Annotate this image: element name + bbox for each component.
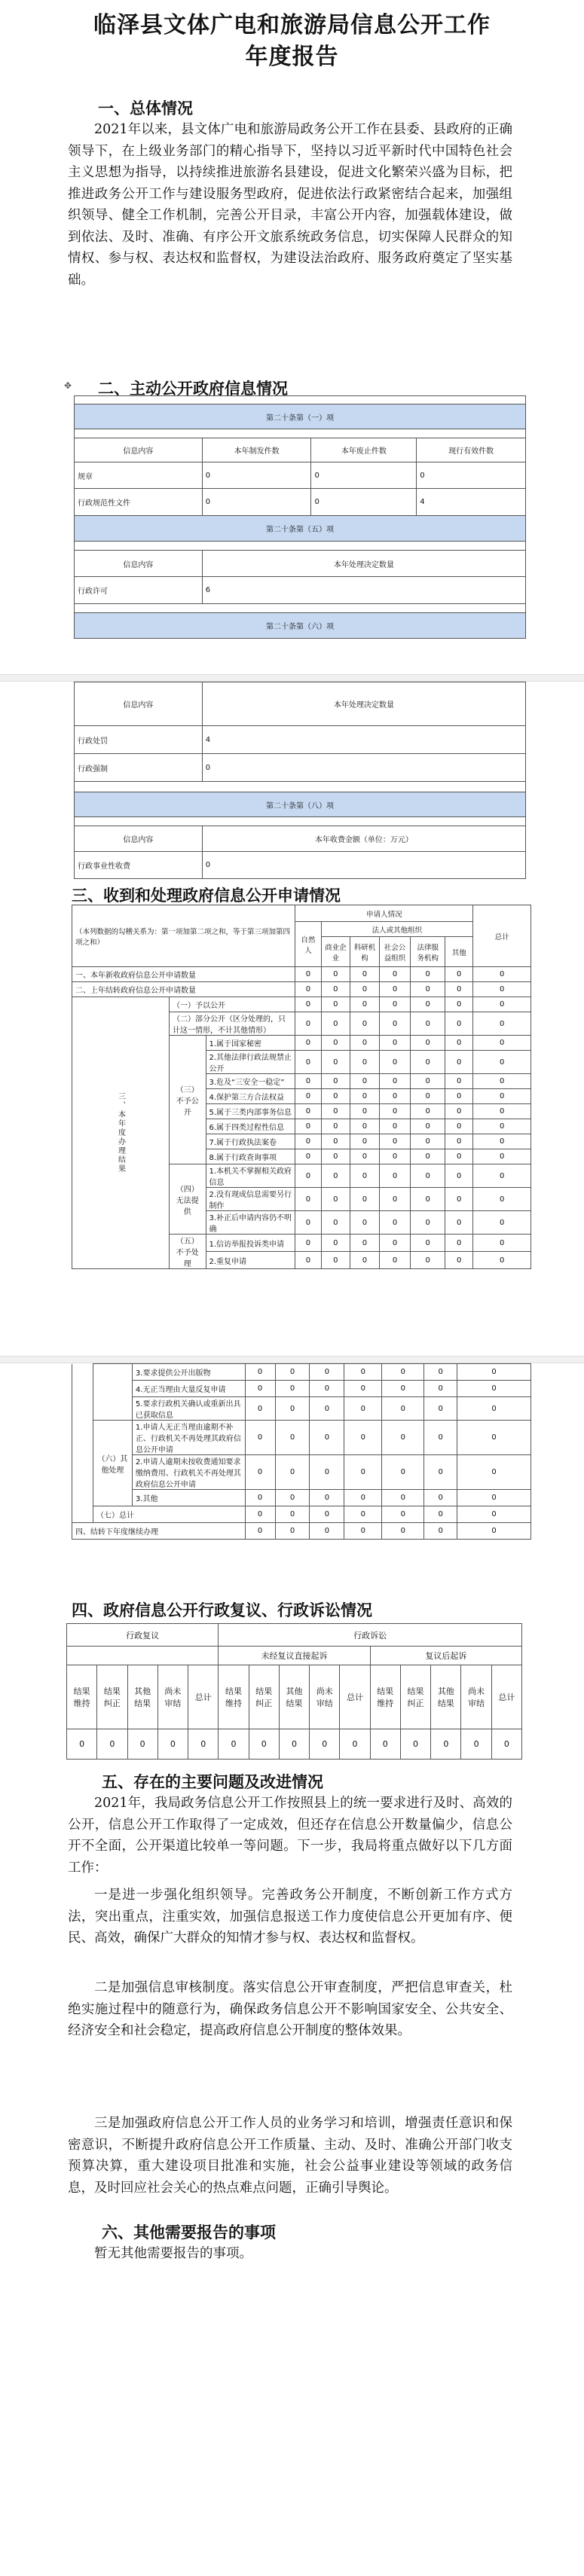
move-handle-icon[interactable]: ✥ bbox=[64, 380, 72, 391]
section-3-heading: 三、收到和处理政府信息公开申请情况 bbox=[72, 886, 341, 905]
active-disclosure-table-part1 bbox=[74, 395, 526, 639]
col-head: 本年处理决定数量 bbox=[202, 682, 525, 726]
col-head: 信息内容 bbox=[75, 826, 203, 852]
table-row: 3.其他 0 0 0 0 0 0 0 bbox=[72, 1490, 531, 1506]
table-row: 行政处罚 4 bbox=[75, 726, 526, 754]
table-row: 5.属于三类内部事务信息 0 0 0 0 0 0 0 bbox=[72, 1104, 531, 1119]
table-row: 二、上年结转政府信息公开申请数量 0 0 0 0 0 0 0 bbox=[72, 982, 531, 997]
report-title-line2: 年度报告 bbox=[245, 44, 339, 70]
section-5-heading: 五、存在的主要问题及改进情况 bbox=[102, 1772, 323, 1791]
table-row: 3.危及“三安全一稳定” 0 0 0 0 0 0 0 bbox=[72, 1074, 531, 1089]
table-row: （五）不予处理 1.信访举报投诉类申请 0 0 0 0 0 0 0 bbox=[72, 1235, 531, 1252]
band-article20-item1: 第二十条第（一）项 bbox=[75, 404, 526, 429]
problems-paragraph-4: 三是加强政府信息公开工作人员的业务学习和培训，增强责任意识和保密意识，不断提升政府信息公开工作质量、主动、及时、准确公开部门收支预算决算，重大建设项目批准和实施，社会公益事业建设等领域的政务信息，及时回应社会关心的热点难点问题，正确引导舆论。 bbox=[68, 2116, 512, 2196]
report-title-line1: 临泽县文体广电和旅游局信息公开工作 bbox=[93, 12, 491, 38]
problems-paragraph-1: 2021年，我局政务信息公开工作按照县上的统一要求进行及时、高效的公开，信息公开工作取得了一定成效，但还存在信息公开数量偏少，信息公开不全面，公开渠道比较单一等问题。下一步，我局将重点做好以下几方面工作： bbox=[68, 1796, 512, 1876]
section-2-heading: 二、主动公开政府信息情况 bbox=[98, 379, 288, 398]
table-row: 四、结转下年度继续办理 0 0 0 0 0 0 0 bbox=[72, 1523, 531, 1540]
section-4-heading: 四、政府信息公开行政复议、行政诉讼情况 bbox=[72, 1601, 372, 1619]
table-row: 行政规范性文件 0 0 4 bbox=[75, 489, 526, 516]
active-disclosure-table-part2 bbox=[74, 682, 526, 879]
page-gap bbox=[0, 674, 584, 682]
table-row: 行政强制 0 bbox=[75, 754, 526, 782]
other-matters-paragraph: 暂无其他需要报告的事项。 bbox=[94, 2246, 252, 2261]
overview-paragraph: 2021年以来，县文体广电和旅游局政务公开工作在县委、县政府的正确领导下，在上级业务部门的精心指导下，坚持以习近平新时代中国特色社会主义思想为指导，以持续推进旅游名县建设，促进文化繁荣兴盛为目标，把推进政务公开工作与建设服务型政府，促进依法行政紧密结合起来，加强组织领导、健全工作机制，完善公开目录，丰富公开内容，加强载体建设，做到依法、及时、准确、有序公开文旅系统政务信息，切实保障人民群众的知情权、参与权、表达权和监督权，为建设法治政府、服务政府奠定了坚实基础。 bbox=[68, 122, 512, 288]
table-row: （二）部分公开（区分处理的，只计这一情形，不计其他情形） 0 0 0 0 0 0 0 bbox=[72, 1012, 531, 1036]
band-article20-item6: 第二十条第（六）项 bbox=[75, 613, 526, 639]
table-row: 5.要求行政机关确认或重新出具已获取信息 0 0 0 0 0 0 0 bbox=[72, 1397, 531, 1421]
col-head: 本年收费金额（单位：万元） bbox=[202, 826, 525, 852]
table-row: 4.保护第三方合法权益 0 0 0 0 0 0 0 bbox=[72, 1089, 531, 1104]
table-row: 2.其他法律行政法规禁止公开 0 0 0 0 0 0 0 bbox=[72, 1051, 531, 1074]
table-row: 一、本年新收政府信息公开申请数量 0 0 0 0 0 0 0 bbox=[72, 967, 531, 982]
band-article20-item8: 第二十条第（八）项 bbox=[75, 792, 526, 817]
table-row: 8.属于行政查询事项 0 0 0 0 0 0 0 bbox=[72, 1149, 531, 1164]
col-head: 信息内容 bbox=[75, 438, 203, 462]
section-1-heading: 一、总体情况 bbox=[98, 99, 193, 118]
col-head: 本年废止件数 bbox=[311, 438, 417, 462]
table-row: 3.补正后申请内容仍不明确 0 0 0 0 0 0 0 bbox=[72, 1211, 531, 1235]
table-row: （六）其他处理 1.申请人无正当理由逾期不补正、行政机关不再处理其政府信息公开申请 0 0 0 0 0 0 0 bbox=[72, 1421, 531, 1455]
band-article20-item5: 第二十条第（五）项 bbox=[75, 516, 526, 542]
table-row: 2.没有现成信息需要另行制作 0 0 0 0 0 0 0 bbox=[72, 1188, 531, 1211]
table-row: 4.无正当理由大量反复申请 0 0 0 0 0 0 0 bbox=[72, 1381, 531, 1397]
page-3 bbox=[0, 1363, 584, 2576]
table-row: （三）不予公开 1.属于国家秘密 0 0 0 0 0 0 0 bbox=[72, 1036, 531, 1051]
table-row: 7.属于行政执法案卷 0 0 0 0 0 0 0 bbox=[72, 1134, 531, 1149]
table-row: 三、本年度办理结果 （一）予以公开 0 0 0 0 0 0 0 bbox=[72, 997, 531, 1012]
col-head: 现行有效件数 bbox=[417, 438, 526, 462]
col-head: 本年处理决定数量 bbox=[202, 551, 525, 577]
table-row: 0 0 0 0 0 0 0 0 0 0 0 0 0 0 0 bbox=[67, 1729, 522, 1760]
col-head: 信息内容 bbox=[75, 682, 203, 726]
page-2 bbox=[0, 682, 584, 1356]
table-row: 行政许可 6 bbox=[75, 577, 526, 604]
table-row: 行政事业性收费 0 bbox=[75, 852, 526, 879]
table-row: （四）无法提供 1.本机关不掌握相关政府信息 0 0 0 0 0 0 0 bbox=[72, 1164, 531, 1188]
table-row: 6.属于四类过程性信息 0 0 0 0 0 0 0 bbox=[72, 1119, 531, 1134]
col-head: 本年制发件数 bbox=[202, 438, 311, 462]
table-row: 规章 0 0 0 bbox=[75, 462, 526, 489]
application-handling-table-part2 bbox=[72, 1363, 531, 1540]
page-gap bbox=[0, 1356, 584, 1363]
section-6-heading: 六、其他需要报告的事项 bbox=[102, 2223, 276, 2242]
problems-paragraph-2: 一是进一步强化组织领导。完善政务公开制度，不断创新工作方式方法，突出重点，注重实效，加强信息报送工作力度使信息公开更加有序、便民、高效，确保广大群众的知情才参与权、表达权和监督权。 bbox=[68, 1888, 512, 1946]
page-1 bbox=[0, 0, 584, 674]
table-row: 3.要求提供公开出版物 0 0 0 0 0 0 0 bbox=[72, 1364, 531, 1381]
application-handling-table-part1: （本列数据的勾稽关系为：第一项加第二项之和，等于第三项加第四项之和） 申请人情况 总计 自然人 法人或其他组织 商业企业 科研机构 社会公益组织 法律服务机构 其他 一、本年新收政府信息公开申请数量 0 0 0 0 0 0 0 二、上年结转政府信息公开申请数量 0 0 0 0 0 0 0 三、本年度办理结果 （一）予以公开 0 0 0 0 0 0 0 （二）部分公开（区分处理的，只计这一情形，不计其他情形） 0 0 0 0 0 0 0 （三）不予公开 1.属于国家秘密 0 0 0 0 0 0 0 2.其他法律行政法规禁止公开 0 0 0 0 0 0 0 3.危及“三安全一稳定” 0 0 0 0 0 0 0 4.保护第三方合法权益 0 0 0 0 0 0 0 5.属于三类内部事务信息 0 0 0 0 0 0 0 6.属于四类过程性信息 0 0 0 0 0 0 0 7.属于行政执法案卷 0 0 0 0 0 0 0 8.属于行政查询事项 0 0 0 0 0 0 0 （四）无法提供 1.本机关不掌握相关政府信息 0 0 0 0 0 0 0 2.没有现成信息需要另行制作 0 0 0 0 0 0 0 3.补正后申请内容仍不明确 0 0 0 0 0 0 0 （五）不予处理 1.信访举报投诉类申请 0 0 0 0 0 0 0 2.重复申请 0 0 0 0 0 0 0 bbox=[72, 905, 531, 1269]
table-row: （七）总计 0 0 0 0 0 0 0 bbox=[72, 1506, 531, 1523]
table-row: 2.重复申请 0 0 0 0 0 0 0 bbox=[72, 1252, 531, 1269]
problems-paragraph-3: 二是加强信息审核制度。落实信息公开审查制度，严把信息审查关，杜绝实施过程中的随意行为，确保政务信息公开不影响国家安全、公共安全、经济安全和社会稳定，提高政府信息公开制度的整体效果。 bbox=[68, 1980, 512, 2038]
review-litigation-table: 行政复议 行政诉讼 未经复议直接起诉 复议后起诉 结果维持 结果纠正 其他结果 尚未审结 总计 结果维持 结果纠正 其他结果 尚未审结 总计 结果维持 结果纠正 其他结果 尚未审结 总计 0 0 0 0 0 0 0 0 0 0 0 0 0 0 0 bbox=[66, 1623, 522, 1760]
table-note: （本列数据的勾稽关系为：第一项加第二项之和，等于第三项加第四项之和） bbox=[72, 905, 295, 967]
col-head: 信息内容 bbox=[75, 551, 203, 577]
table-row: 2.申请人逾期未按收费通知要求缴纳费用、行政机关不再处理其政府信息公开申请 0 0 0 0 0 0 0 bbox=[72, 1455, 531, 1490]
